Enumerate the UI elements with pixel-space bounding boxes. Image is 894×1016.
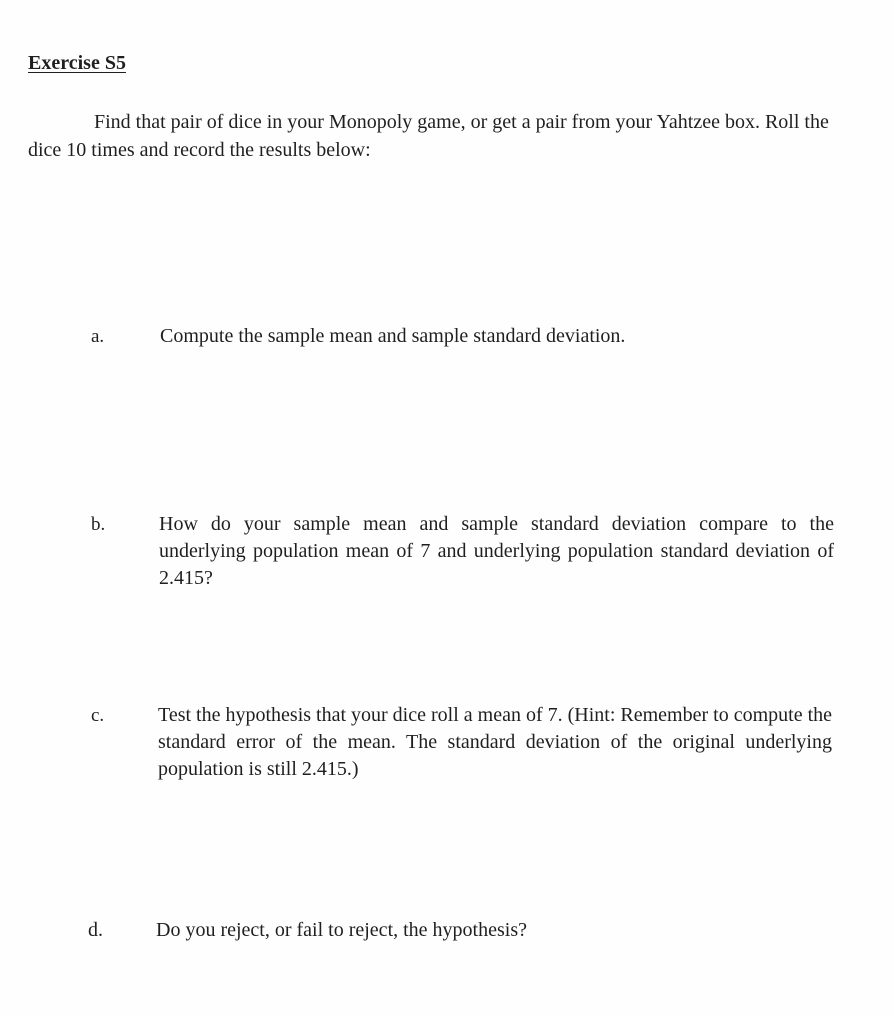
question-a-text: Compute the sample mean and sample standard deviation. [160, 325, 626, 347]
question-c-text: Test the hypothesis that your dice roll a mean of 7. (Hint: Remember to compute the standard error of the mean. The standard deviation of the original underlying population is still 2.415.) [158, 704, 832, 780]
question-b-letter: b. [91, 514, 106, 535]
question-a-letter: a. [91, 326, 105, 347]
question-d-letter: d. [88, 919, 103, 941]
exercise-title: Exercise S5 [28, 52, 126, 74]
question-c-letter: c. [91, 705, 105, 726]
exercise-intro [28, 108, 840, 164]
question-d-text: Do you reject, or fail to reject, the hypothesis? [156, 919, 527, 941]
intro-text: Find that pair of dice in your Monopoly game, or get a pair from your Yahtzee box. Roll the dice 10 times and record the results below: [28, 111, 829, 161]
question-b-text: How do your sample mean and sample standard deviation compare to the underlying population mean of 7 and underlying population standard deviation of 2.415? [159, 513, 834, 589]
